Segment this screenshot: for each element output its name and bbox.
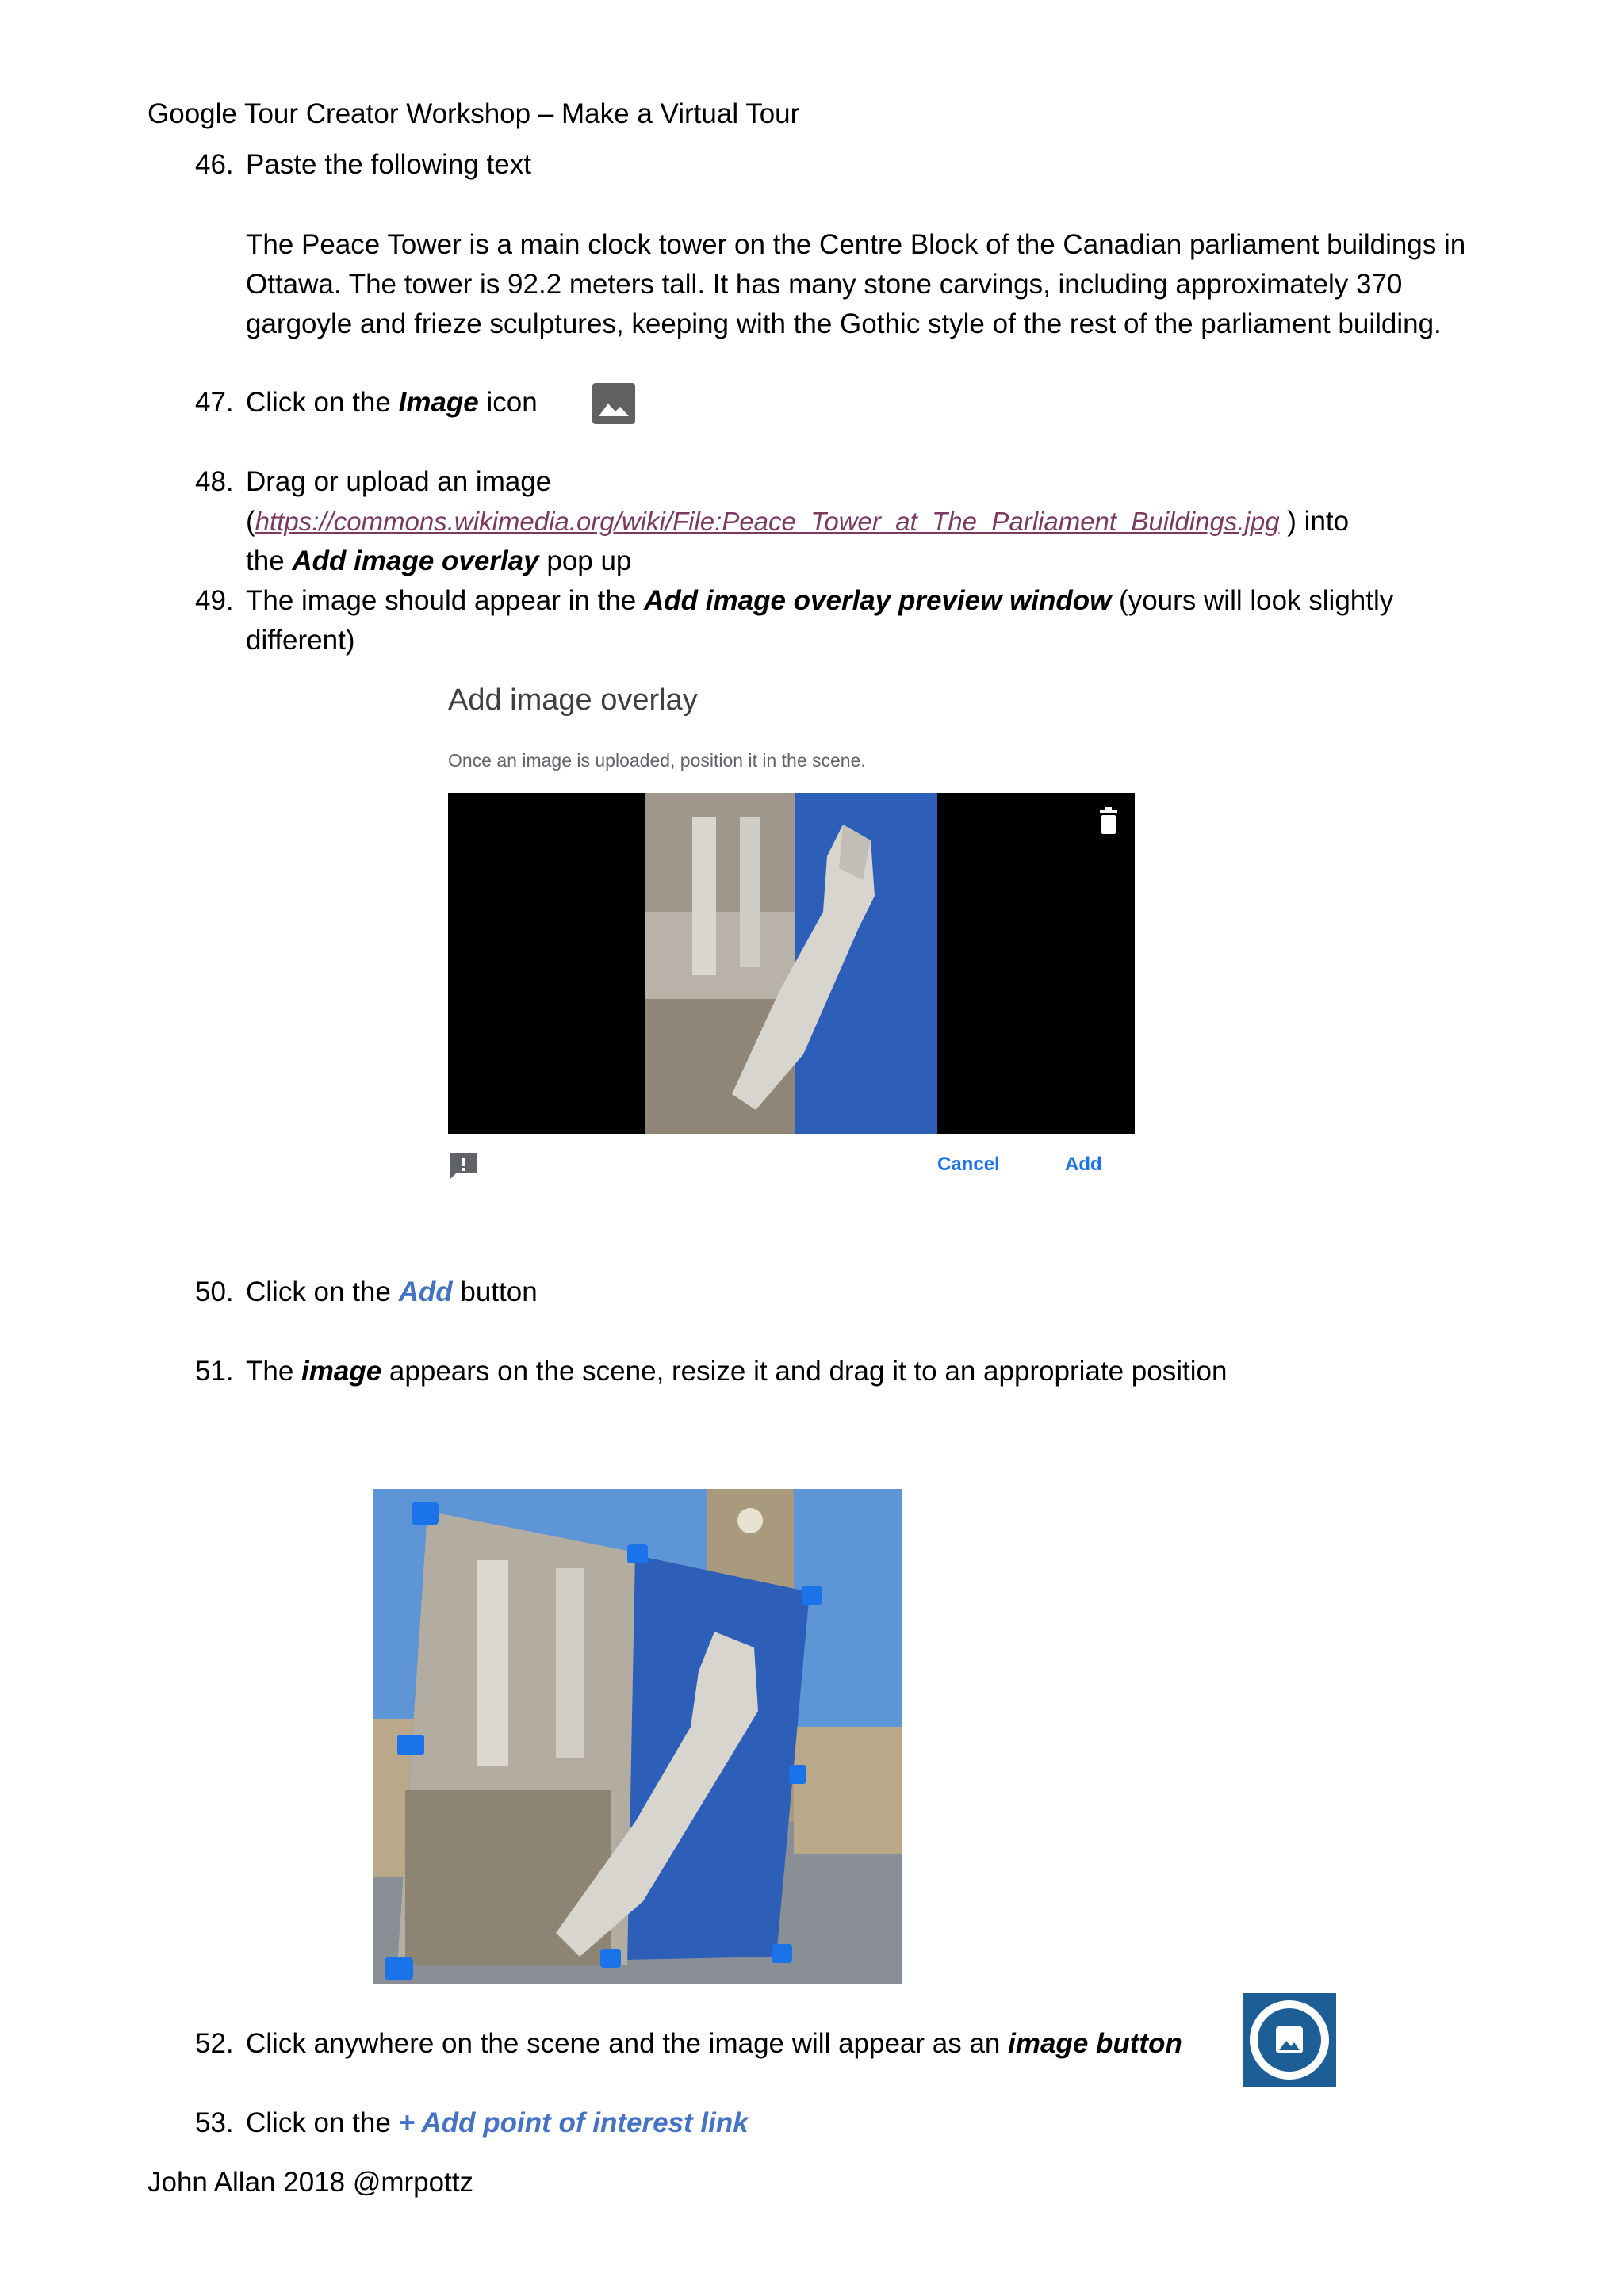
step-text <box>246 581 1393 621</box>
image-button-icon <box>1243 1993 1336 2087</box>
step-text-pre: Click on the <box>246 387 399 418</box>
step-emphasis: Add image overlay preview window <box>644 585 1112 616</box>
step-48-url-line <box>246 502 1349 541</box>
gargoyle-preview-image <box>645 793 937 1134</box>
step-text: Drag or upload an image <box>246 466 552 497</box>
step-text <box>246 1352 1227 1391</box>
wikimedia-link[interactable]: https://commons.wikimedia.org/wiki/File:Peace_Tower_at_The_Parliament_Buildings.jpg <box>255 507 1280 536</box>
page-footer: John Allan 2018 @mrpottz <box>147 2167 474 2198</box>
image-icon <box>592 383 635 424</box>
step-number: 53. <box>195 2107 234 2138</box>
add-point-of-interest-link[interactable]: + Add point of interest link <box>398 2107 749 2138</box>
step-49-line2: different) <box>246 625 355 656</box>
step-number: 49. <box>195 585 234 616</box>
step-number: 52. <box>195 2028 234 2059</box>
step-text-post: pop up <box>538 545 632 576</box>
paren-open: ( <box>246 506 255 537</box>
preview-window <box>448 793 1135 1134</box>
quote-line-1: The Peace Tower is a main clock tower on the Centre Block of the Canadian parliament buildings in <box>246 229 1466 260</box>
step-48-line3 <box>246 541 631 581</box>
step-number: 51. <box>195 1356 234 1387</box>
step-text <box>246 2103 749 2143</box>
step-number: 47. <box>195 387 234 418</box>
step-emphasis: Add image overlay <box>292 545 539 576</box>
step-text-post: icon <box>478 387 538 418</box>
step-emphasis: Image <box>398 387 479 418</box>
cancel-button[interactable]: Cancel <box>937 1154 1000 1175</box>
dialog-title: Add image overlay <box>448 683 698 717</box>
trash-icon[interactable] <box>1098 807 1119 838</box>
step-text-pre: the <box>246 545 293 576</box>
step-text-post: button <box>452 1276 538 1307</box>
step-text-pre: The <box>246 1356 302 1387</box>
step-number: 46. <box>195 149 234 180</box>
page-header: Google Tour Creator Workshop – Make a Virtual Tour <box>147 98 800 129</box>
step-text-post: ) into <box>1279 506 1350 537</box>
step-number: 50. <box>195 1276 234 1307</box>
step-text-post: appears on the scene, resize it and drag it to an appropriate position <box>381 1356 1228 1387</box>
step-text-pre: Click on the <box>246 1276 399 1307</box>
feedback-icon[interactable] <box>448 1151 478 1185</box>
add-button[interactable]: Add <box>1065 1154 1102 1175</box>
step-emphasis: Add <box>398 1276 453 1307</box>
step-emphasis: image button <box>1008 2028 1182 2059</box>
dialog-subtitle: Once an image is uploaded, position it in the scene. <box>448 750 866 771</box>
step-text <box>246 383 538 423</box>
step-text <box>246 1272 538 1312</box>
step-text-post: (yours will look slightly <box>1111 585 1394 616</box>
step-text: Paste the following text <box>246 149 531 180</box>
step-emphasis: image <box>301 1356 382 1387</box>
step-text-pre: Click anywhere on the scene and the image will appear as an <box>246 2028 1009 2059</box>
step-text-pre: Click on the <box>246 2107 399 2138</box>
quote-line-2: Ottawa. The tower is 92.2 meters tall. It has many stone carvings, including approximately 370 <box>246 269 1403 300</box>
step-text <box>246 2024 1182 2064</box>
quote-line-3: gargoyle and frieze sculptures, keeping with the Gothic style of the rest of the parliament building. <box>246 308 1442 339</box>
step-number: 48. <box>195 466 234 497</box>
step-text-pre: The image should appear in the <box>246 585 644 616</box>
scene-with-image-overlay[interactable] <box>373 1489 902 1984</box>
